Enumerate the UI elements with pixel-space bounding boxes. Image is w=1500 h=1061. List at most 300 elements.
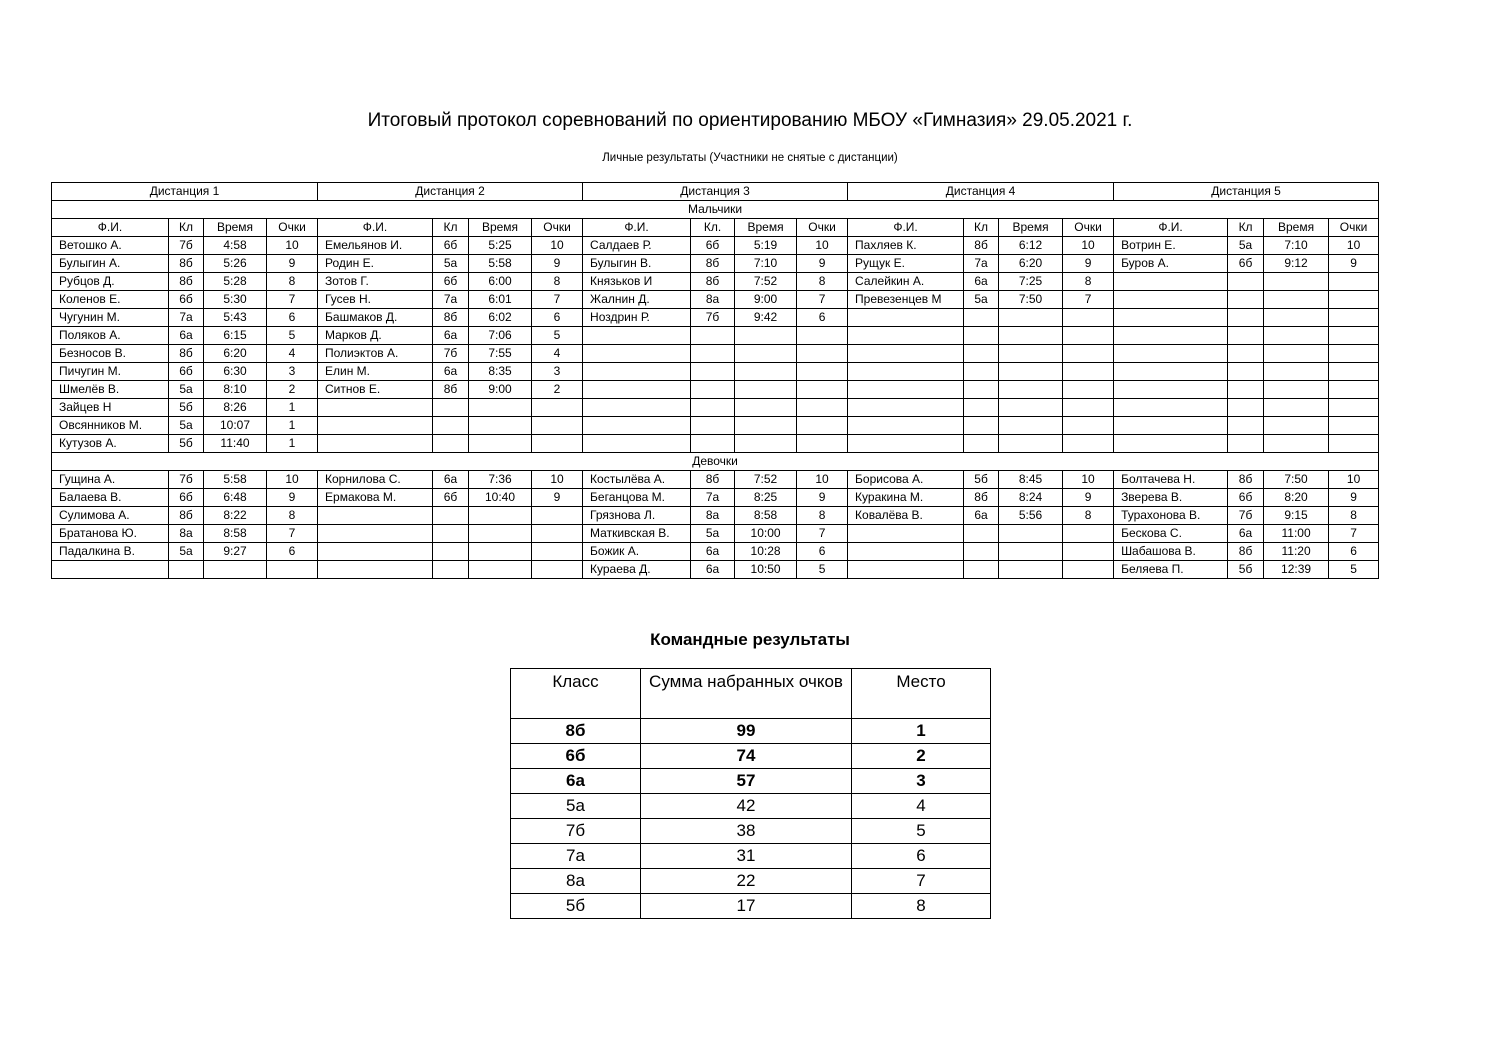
time-cell: 11:40: [204, 435, 267, 453]
time-cell: [999, 435, 1063, 453]
name-cell: [1114, 435, 1228, 453]
points-cell: 10: [267, 471, 318, 489]
name-cell: [1114, 309, 1228, 327]
distance-header: Дистанция 2: [318, 183, 583, 201]
class-cell: 6б: [691, 237, 735, 255]
points-cell: 10: [532, 471, 583, 489]
name-cell: Бескова С.: [1114, 525, 1228, 543]
class-cell: [433, 543, 469, 561]
class-cell: 6а: [1228, 525, 1264, 543]
points-cell: 9: [797, 255, 848, 273]
name-cell: Зверева В.: [1114, 489, 1228, 507]
points-cell: [1063, 327, 1114, 345]
class-cell: 5а: [433, 255, 469, 273]
name-cell: [583, 417, 691, 435]
team-row: [511, 894, 991, 919]
time-cell: 8:20: [1264, 489, 1329, 507]
name-cell: [848, 417, 964, 435]
name-cell: Ситнов Е.: [318, 381, 433, 399]
team-class-cell: 5б: [511, 894, 641, 919]
distance-header-row: [52, 183, 1379, 201]
points-cell: 7: [267, 525, 318, 543]
team-header-row: [511, 669, 991, 719]
name-cell: [1114, 399, 1228, 417]
class-cell: [1228, 327, 1264, 345]
points-cell: 3: [532, 363, 583, 381]
points-cell: 9: [1063, 255, 1114, 273]
time-cell: [469, 507, 532, 525]
team-sum-cell: 99: [641, 719, 852, 744]
class-cell: [964, 435, 999, 453]
points-cell: 10: [1063, 471, 1114, 489]
name-cell: Булыгин А.: [52, 255, 169, 273]
time-cell: [735, 435, 797, 453]
team-column-header: Место: [852, 669, 991, 719]
time-cell: [469, 435, 532, 453]
time-cell: 8:45: [999, 471, 1063, 489]
time-cell: 11:20: [1264, 543, 1329, 561]
time-cell: [999, 543, 1063, 561]
table-row: [52, 381, 1379, 399]
table-row: [52, 435, 1379, 453]
class-cell: [1228, 435, 1264, 453]
class-cell: 8б: [691, 255, 735, 273]
section-label: Девочки: [52, 453, 1379, 471]
time-cell: 8:35: [469, 363, 532, 381]
points-cell: [1063, 417, 1114, 435]
points-cell: 4: [532, 345, 583, 363]
class-cell: 6б: [169, 291, 204, 309]
name-cell: [1114, 273, 1228, 291]
class-cell: 6б: [169, 489, 204, 507]
table-row: [52, 327, 1379, 345]
table-row: [52, 507, 1379, 525]
points-cell: 6: [797, 543, 848, 561]
points-cell: [1063, 543, 1114, 561]
name-cell: [318, 543, 433, 561]
class-cell: [433, 435, 469, 453]
time-cell: 5:30: [204, 291, 267, 309]
class-cell: [691, 327, 735, 345]
points-cell: [532, 507, 583, 525]
time-cell: [1264, 417, 1329, 435]
class-cell: [964, 327, 999, 345]
points-cell: [532, 417, 583, 435]
name-cell: Корнилова С.: [318, 471, 433, 489]
points-cell: [1329, 435, 1379, 453]
points-cell: 8: [797, 273, 848, 291]
class-cell: 5а: [691, 525, 735, 543]
team-place-cell: 5: [852, 819, 991, 844]
name-cell: Падалкина В.: [52, 543, 169, 561]
time-cell: 5:58: [204, 471, 267, 489]
time-cell: 7:50: [1264, 471, 1329, 489]
class-cell: [964, 399, 999, 417]
class-cell: [964, 345, 999, 363]
class-cell: [691, 399, 735, 417]
class-cell: 7б: [169, 471, 204, 489]
time-cell: 7:06: [469, 327, 532, 345]
time-cell: 7:50: [999, 291, 1063, 309]
points-cell: 8: [267, 507, 318, 525]
name-cell: Вотрин Е.: [1114, 237, 1228, 255]
time-cell: [469, 561, 532, 579]
time-cell: [1264, 291, 1329, 309]
name-cell: [583, 399, 691, 417]
time-cell: 7:36: [469, 471, 532, 489]
time-cell: [1264, 345, 1329, 363]
time-cell: 5:19: [735, 237, 797, 255]
column-header: Очки: [532, 219, 583, 237]
points-cell: 5: [797, 561, 848, 579]
team-class-cell: 7а: [511, 844, 641, 869]
name-cell: [318, 525, 433, 543]
name-cell: [1114, 381, 1228, 399]
time-cell: [735, 399, 797, 417]
points-cell: 8: [267, 273, 318, 291]
distance-header: Дистанция 4: [848, 183, 1114, 201]
column-header: Время: [999, 219, 1063, 237]
name-cell: Ветошко А.: [52, 237, 169, 255]
name-cell: Рущук Е.: [848, 255, 964, 273]
table-row: [52, 255, 1379, 273]
class-cell: 8б: [1228, 543, 1264, 561]
points-cell: 1: [267, 399, 318, 417]
class-cell: 5а: [964, 291, 999, 309]
points-cell: 5: [532, 327, 583, 345]
class-cell: 7б: [169, 237, 204, 255]
points-cell: [1063, 345, 1114, 363]
time-cell: [999, 399, 1063, 417]
name-cell: [1114, 327, 1228, 345]
points-cell: 2: [532, 381, 583, 399]
points-cell: 1: [267, 435, 318, 453]
class-cell: 8а: [691, 507, 735, 525]
class-cell: 8б: [1228, 471, 1264, 489]
name-cell: [318, 507, 433, 525]
name-cell: Чугунин М.: [52, 309, 169, 327]
points-cell: [532, 561, 583, 579]
name-cell: [318, 417, 433, 435]
name-cell: Куракина М.: [848, 489, 964, 507]
points-cell: 7: [1063, 291, 1114, 309]
column-header: Время: [469, 219, 532, 237]
time-cell: [999, 417, 1063, 435]
time-cell: [735, 363, 797, 381]
points-cell: [1329, 291, 1379, 309]
team-results-title: Командные результаты: [650, 630, 850, 649]
name-cell: Турахонова В.: [1114, 507, 1228, 525]
class-cell: 8б: [433, 381, 469, 399]
points-cell: 1: [267, 417, 318, 435]
points-cell: [1329, 417, 1379, 435]
class-cell: 6б: [433, 273, 469, 291]
column-header: Кл: [1228, 219, 1264, 237]
points-cell: [1329, 381, 1379, 399]
class-cell: 7а: [169, 309, 204, 327]
class-cell: 8а: [169, 525, 204, 543]
class-cell: [433, 417, 469, 435]
points-cell: [267, 561, 318, 579]
points-cell: 7: [797, 291, 848, 309]
class-cell: 6а: [691, 561, 735, 579]
class-cell: 6а: [433, 363, 469, 381]
name-cell: Родин Е.: [318, 255, 433, 273]
points-cell: 10: [797, 471, 848, 489]
points-cell: 10: [267, 237, 318, 255]
class-cell: [964, 309, 999, 327]
time-cell: 9:27: [204, 543, 267, 561]
points-cell: [797, 381, 848, 399]
team-place-cell: 1: [852, 719, 991, 744]
class-cell: 6а: [691, 543, 735, 561]
class-cell: 8б: [169, 255, 204, 273]
column-header: Ф.И.: [848, 219, 964, 237]
points-cell: 4: [267, 345, 318, 363]
points-cell: 10: [1063, 237, 1114, 255]
time-cell: [735, 381, 797, 399]
class-cell: [964, 417, 999, 435]
name-cell: [583, 345, 691, 363]
points-cell: 9: [1329, 489, 1379, 507]
points-cell: [532, 543, 583, 561]
name-cell: Пичугин М.: [52, 363, 169, 381]
column-header: Время: [1264, 219, 1329, 237]
time-cell: 10:50: [735, 561, 797, 579]
time-cell: 7:52: [735, 471, 797, 489]
team-class-cell: 8а: [511, 869, 641, 894]
column-header: Очки: [797, 219, 848, 237]
class-cell: [691, 363, 735, 381]
name-cell: [583, 327, 691, 345]
name-cell: [583, 381, 691, 399]
points-cell: [1329, 327, 1379, 345]
class-cell: 7а: [691, 489, 735, 507]
points-cell: 6: [1329, 543, 1379, 561]
name-cell: Булыгин В.: [583, 255, 691, 273]
name-cell: Ковалёва В.: [848, 507, 964, 525]
table-row: [52, 237, 1379, 255]
time-cell: [1264, 363, 1329, 381]
class-cell: [1228, 273, 1264, 291]
time-cell: [469, 543, 532, 561]
class-cell: [433, 561, 469, 579]
column-header: Очки: [1063, 219, 1114, 237]
class-cell: [1228, 363, 1264, 381]
points-cell: [1063, 363, 1114, 381]
table-row: [52, 543, 1379, 561]
time-cell: [999, 561, 1063, 579]
class-cell: [1228, 345, 1264, 363]
points-cell: 6: [532, 309, 583, 327]
name-cell: Емельянов И.: [318, 237, 433, 255]
class-cell: 7б: [433, 345, 469, 363]
name-cell: Зайцев Н: [52, 399, 169, 417]
time-cell: [1264, 381, 1329, 399]
time-cell: 11:00: [1264, 525, 1329, 543]
time-cell: [204, 561, 267, 579]
name-cell: Балаева В.: [52, 489, 169, 507]
points-cell: 8: [1063, 507, 1114, 525]
name-cell: Марков Д.: [318, 327, 433, 345]
time-cell: [999, 381, 1063, 399]
column-header-row: [52, 219, 1379, 237]
points-cell: 2: [267, 381, 318, 399]
class-cell: [433, 507, 469, 525]
name-cell: Маткивская В.: [583, 525, 691, 543]
name-cell: Болтачева Н.: [1114, 471, 1228, 489]
table-row: [52, 291, 1379, 309]
name-cell: Зотов Г.: [318, 273, 433, 291]
table-row: [52, 525, 1379, 543]
points-cell: [1063, 561, 1114, 579]
table-row: [52, 399, 1379, 417]
class-cell: 5а: [1228, 237, 1264, 255]
name-cell: Шабашова В.: [1114, 543, 1228, 561]
points-cell: 10: [1329, 471, 1379, 489]
column-header: Ф.И.: [52, 219, 169, 237]
column-header: Кл: [964, 219, 999, 237]
table-row: [52, 273, 1379, 291]
time-cell: 9:00: [469, 381, 532, 399]
class-cell: 8б: [691, 471, 735, 489]
class-cell: 8а: [691, 291, 735, 309]
time-cell: 9:15: [1264, 507, 1329, 525]
column-header: Кл: [433, 219, 469, 237]
time-cell: 7:52: [735, 273, 797, 291]
column-header: Ф.И.: [318, 219, 433, 237]
points-cell: [1063, 381, 1114, 399]
class-cell: [964, 543, 999, 561]
name-cell: Жалнин Д.: [583, 291, 691, 309]
points-cell: 8: [532, 273, 583, 291]
time-cell: 5:28: [204, 273, 267, 291]
name-cell: Братанова Ю.: [52, 525, 169, 543]
time-cell: 9:00: [735, 291, 797, 309]
name-cell: [52, 561, 169, 579]
name-cell: [318, 561, 433, 579]
class-cell: 8б: [691, 273, 735, 291]
table-row: [52, 561, 1379, 579]
distance-header: Дистанция 3: [583, 183, 848, 201]
name-cell: [848, 327, 964, 345]
distance-header: Дистанция 5: [1114, 183, 1379, 201]
points-cell: [1329, 273, 1379, 291]
time-cell: 7:10: [735, 255, 797, 273]
class-cell: 8б: [433, 309, 469, 327]
class-cell: [1228, 381, 1264, 399]
team-sum-cell: 74: [641, 744, 852, 769]
team-sum-cell: 17: [641, 894, 852, 919]
name-cell: Борисова А.: [848, 471, 964, 489]
time-cell: 7:25: [999, 273, 1063, 291]
time-cell: [999, 525, 1063, 543]
points-cell: 6: [267, 309, 318, 327]
column-header: Ф.И.: [583, 219, 691, 237]
points-cell: [532, 525, 583, 543]
time-cell: [469, 525, 532, 543]
name-cell: [1114, 291, 1228, 309]
points-cell: [532, 435, 583, 453]
class-cell: 6б: [169, 363, 204, 381]
column-header: Очки: [267, 219, 318, 237]
points-cell: 8: [1329, 507, 1379, 525]
name-cell: [848, 543, 964, 561]
name-cell: [318, 435, 433, 453]
time-cell: 10:28: [735, 543, 797, 561]
name-cell: Полиэктов А.: [318, 345, 433, 363]
time-cell: 8:25: [735, 489, 797, 507]
points-cell: 10: [532, 237, 583, 255]
team-class-cell: 6а: [511, 769, 641, 794]
points-cell: [1329, 399, 1379, 417]
name-cell: Поляков А.: [52, 327, 169, 345]
name-cell: [848, 561, 964, 579]
team-class-cell: 5а: [511, 794, 641, 819]
points-cell: 8: [1063, 273, 1114, 291]
team-class-cell: 6б: [511, 744, 641, 769]
points-cell: [797, 345, 848, 363]
time-cell: [999, 309, 1063, 327]
name-cell: Сулимова А.: [52, 507, 169, 525]
team-place-cell: 4: [852, 794, 991, 819]
team-class-cell: 7б: [511, 819, 641, 844]
name-cell: [848, 399, 964, 417]
name-cell: Костылёва А.: [583, 471, 691, 489]
class-cell: 6б: [1228, 489, 1264, 507]
name-cell: Гусев Н.: [318, 291, 433, 309]
team-results-table: [510, 668, 991, 919]
class-cell: 5б: [964, 471, 999, 489]
table-row: [52, 489, 1379, 507]
name-cell: Беляева П.: [1114, 561, 1228, 579]
class-cell: 5б: [169, 399, 204, 417]
column-header: Время: [735, 219, 797, 237]
name-cell: Ермакова М.: [318, 489, 433, 507]
class-cell: [964, 561, 999, 579]
team-sum-cell: 42: [641, 794, 852, 819]
time-cell: 5:25: [469, 237, 532, 255]
name-cell: Гущина А.: [52, 471, 169, 489]
team-place-cell: 8: [852, 894, 991, 919]
class-cell: [1228, 291, 1264, 309]
class-cell: 7б: [1228, 507, 1264, 525]
team-sum-cell: 57: [641, 769, 852, 794]
team-row: [511, 794, 991, 819]
name-cell: Овсянников М.: [52, 417, 169, 435]
name-cell: [848, 525, 964, 543]
points-cell: [797, 363, 848, 381]
class-cell: 8б: [169, 345, 204, 363]
time-cell: 10:00: [735, 525, 797, 543]
time-cell: [1264, 435, 1329, 453]
class-cell: 7а: [964, 255, 999, 273]
class-cell: 6а: [433, 327, 469, 345]
time-cell: [1264, 309, 1329, 327]
time-cell: 6:48: [204, 489, 267, 507]
name-cell: Салейкин А.: [848, 273, 964, 291]
name-cell: Ноздрин Р.: [583, 309, 691, 327]
column-header: Время: [204, 219, 267, 237]
name-cell: [848, 435, 964, 453]
team-row: [511, 769, 991, 794]
time-cell: 10:07: [204, 417, 267, 435]
team-column-header: Класс: [511, 669, 641, 719]
class-cell: 6а: [964, 507, 999, 525]
class-cell: 8б: [169, 507, 204, 525]
class-cell: 8б: [964, 489, 999, 507]
class-cell: [1228, 399, 1264, 417]
